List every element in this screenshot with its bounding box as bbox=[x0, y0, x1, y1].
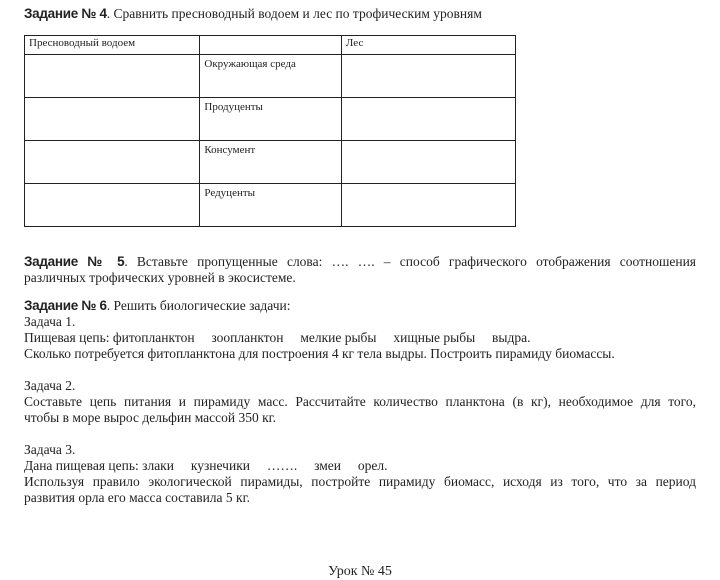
freshwater-cell[interactable] bbox=[25, 98, 200, 141]
forest-cell[interactable] bbox=[341, 98, 515, 141]
problem3-line2: Используя правило экологической пирамиды, постройте пирамиду биомасс, исходя из того, что за период bbox=[24, 474, 696, 489]
forest-cell[interactable] bbox=[341, 184, 515, 227]
task6-text: . Решить биологические задачи: bbox=[106, 298, 291, 313]
forest-cell[interactable] bbox=[341, 141, 515, 184]
forest-cell[interactable] bbox=[341, 55, 515, 98]
table-header-row bbox=[25, 36, 516, 55]
task4-label: Задание № 4 bbox=[24, 6, 107, 21]
task5-line2: различных трофических уровней в экосистеме. bbox=[24, 270, 296, 285]
problem2-line2: чтобы в море вырос дельфин массой 350 кг. bbox=[24, 410, 277, 425]
worksheet-page bbox=[24, 6, 697, 505]
problem1-line1: Пищевая цепь: фитопланктон зоопланктон мелкие рыбы хищные рыбы выдра. bbox=[24, 330, 531, 345]
problem1-line2: Сколько потребуется фитопланктона для построения 4 кг тела выдры. Построить пирамиду биомассы. bbox=[24, 346, 615, 361]
problem3 bbox=[24, 442, 696, 506]
task6-label: Задание № 6 bbox=[24, 298, 107, 313]
task4-text: . Сравнить пресноводный водоем и лес по трофическим уровням bbox=[106, 6, 482, 21]
task6-block bbox=[24, 298, 696, 506]
problem3-line1: Дана пищевая цепь: злаки кузнечики ……. змеи орел. bbox=[24, 458, 388, 473]
freshwater-cell[interactable] bbox=[25, 141, 200, 184]
task5-paragraph bbox=[24, 254, 696, 286]
row-label-producers: Продуценты bbox=[200, 98, 342, 141]
task6-heading bbox=[24, 298, 696, 314]
table-row bbox=[25, 98, 516, 141]
header-forest: Лес bbox=[341, 36, 515, 55]
row-label-environment: Окружающая среда bbox=[200, 55, 342, 98]
problem2 bbox=[24, 378, 696, 426]
table-row bbox=[25, 55, 516, 98]
table-row bbox=[25, 141, 516, 184]
task5-block bbox=[24, 254, 696, 286]
problem3-line3: развития орла его масса составила 5 кг. bbox=[24, 490, 250, 505]
problem1-title: Задача 1. bbox=[24, 314, 76, 329]
table-row bbox=[25, 184, 516, 227]
lesson-footer: Урок № 45 bbox=[328, 564, 392, 579]
task4-heading bbox=[24, 6, 696, 22]
freshwater-cell[interactable] bbox=[25, 55, 200, 98]
task5-line1-text: . Вставьте пропущенные слова: …. …. – способ графического отображения соотношения bbox=[124, 254, 697, 269]
row-label-consumer: Консумент bbox=[200, 141, 342, 184]
task5-line1 bbox=[24, 254, 696, 270]
freshwater-cell[interactable] bbox=[25, 184, 200, 227]
row-label-decomposers: Редуценты bbox=[200, 184, 342, 227]
comparison-table bbox=[24, 35, 516, 227]
header-middle bbox=[200, 36, 342, 55]
problem2-title: Задача 2. bbox=[24, 378, 76, 393]
task5-label: Задание № 5 bbox=[24, 254, 125, 269]
problem1 bbox=[24, 314, 696, 362]
problem2-line1: Составьте цепь питания и пирамиду масс. Рассчитайте количество планктона (в кг), необходимое для того, bbox=[24, 394, 696, 409]
problem3-title: Задача 3. bbox=[24, 442, 76, 457]
header-freshwater: Пресноводный водоем bbox=[25, 36, 200, 55]
